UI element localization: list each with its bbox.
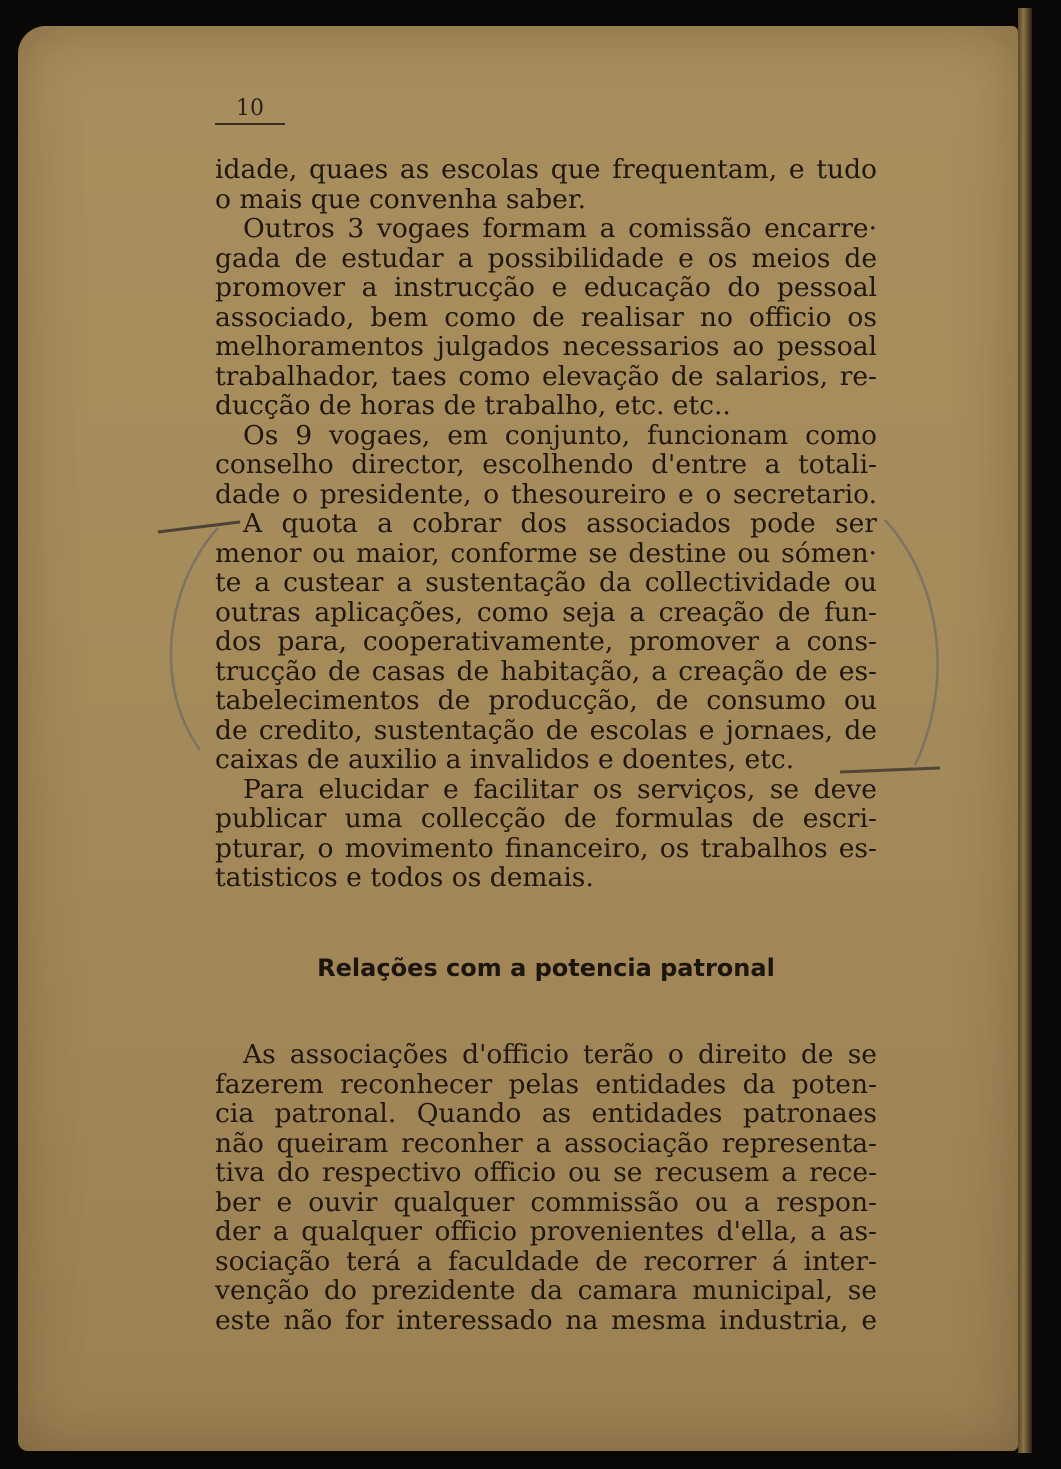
text-line: trabalhador, taes como elevação de salarios, re- <box>215 361 877 391</box>
text-line: As associações d'officio terão o direito de se <box>243 1040 877 1070</box>
text-line: venção do prezidente da camara municipal, se <box>215 1276 877 1306</box>
text-line: o mais que convenha saber. <box>215 184 587 214</box>
text-line: dade o presidente, o thesoureiro e o secretario. <box>215 479 877 509</box>
text-line: ducção de horas de trabalho, etc. etc.. <box>215 391 731 421</box>
text-line: de credito, sustentação de escolas e jornaes, de <box>215 715 877 745</box>
text-line: der a qualquer officio provenientes d'ella, a as- <box>215 1217 877 1247</box>
text-line: este não for interessado na mesma industria, e <box>215 1305 877 1335</box>
text-line: dos para, cooperativamente, promover a cons- <box>215 627 877 657</box>
text-line: A quota a cobrar dos associados pode ser <box>243 509 877 539</box>
text-line: melhoramentos julgados necessarios ao pessoal <box>215 332 877 362</box>
text-line: caixas de auxilio a invalidos e doentes, etc. <box>215 745 795 775</box>
text-line: trucção de casas de habitação, a creação de es- <box>215 656 877 686</box>
section-heading: Relações com a potencia patronal <box>317 954 775 982</box>
text-line: ber e ouvir qualquer commissão ou a respon- <box>215 1187 877 1217</box>
text-line: Para elucidar e facilitar os serviços, se deve <box>243 774 877 804</box>
text-line: te a custear a sustentação da collectividade ou <box>215 568 877 598</box>
text-line: menor ou maior, conforme se destine ou sómen· <box>215 538 877 568</box>
text-line: não queiram reconher a associação representa- <box>215 1128 877 1158</box>
text-line: Outros 3 vogaes formam a comissão encarre· <box>243 214 877 244</box>
body-text-section-1 <box>215 155 877 893</box>
text-line: Os 9 vogaes, em conjunto, funcionam como <box>243 420 877 450</box>
text-line: conselho director, escolhendo d'entre a totali- <box>215 450 877 480</box>
body-text-section-2 <box>215 1040 877 1335</box>
text-line: tiva do respectivo officio ou se recusem a rece- <box>215 1158 877 1188</box>
page-number: 10 <box>215 95 285 125</box>
text-line: sociação terá a faculdade de recorrer á inter- <box>215 1246 877 1276</box>
text-line: idade, quaes as escolas que frequentam, e tudo <box>215 155 877 185</box>
text-line: tabelecimentos de producção, de consumo ou <box>215 686 877 716</box>
text-line: pturar, o movimento financeiro, os trabalhos es- <box>215 833 877 863</box>
text-line: fazerem reconhecer pelas entidades da poten- <box>215 1069 877 1099</box>
text-line: publicar uma collecção de formulas de escri- <box>215 804 877 834</box>
text-line: gada de estudar a possibilidade e os meios de <box>215 243 877 273</box>
text-line: tatisticos e todos os demais. <box>215 863 594 893</box>
text-line: associado, bem como de realisar no officio os <box>215 302 877 332</box>
text-line: outras aplicações, como seja a creação de fun- <box>215 597 877 627</box>
text-line: cia patronal. Quando as entidades patronaes <box>215 1099 877 1129</box>
page-edge <box>1018 8 1032 1453</box>
text-line: promover a instrucção e educação do pessoal <box>215 273 877 303</box>
